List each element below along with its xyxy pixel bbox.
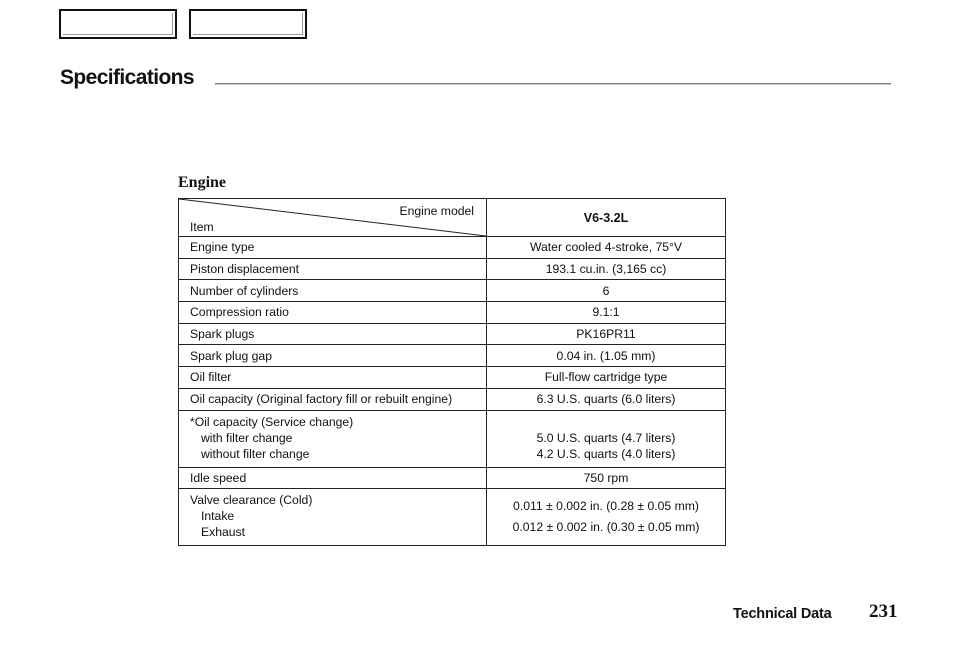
row-value: [487, 410, 726, 467]
table-row: [179, 258, 726, 280]
nav-button-2[interactable]: [189, 9, 307, 39]
table-row: [179, 302, 726, 324]
row-item: Number of cylinders: [179, 280, 487, 302]
model-value: V6-3.2L: [487, 199, 726, 237]
valve-item: Valve clearance (Cold): [190, 493, 313, 508]
row-item: Engine type: [179, 237, 487, 259]
nav-button-1[interactable]: [59, 9, 177, 39]
row-item: Oil filter: [179, 367, 487, 389]
row-value: 9.1:1: [487, 302, 726, 324]
row-value: 6: [487, 280, 726, 302]
table-row: [179, 345, 726, 367]
row-item: Idle speed: [179, 467, 487, 489]
table-row: [179, 467, 726, 489]
valve-value1: 0.011 ± 0.002 in. (0.28 ± 0.05 mm): [513, 499, 699, 514]
valve-value2: 0.012 ± 0.002 in. (0.30 ± 0.05 mm): [512, 520, 700, 535]
row-item: Compression ratio: [179, 302, 487, 324]
valve-sub2: Exhaust: [201, 525, 246, 540]
row-value: 193.1 cu.in. (3,165 cc): [487, 258, 726, 280]
row-item: Piston displacement: [179, 258, 487, 280]
row-item: Spark plugs: [179, 323, 487, 345]
row-value: [487, 489, 726, 546]
valve-sub1: Intake: [201, 509, 235, 524]
row-item: Spark plug gap: [179, 345, 487, 367]
table-header-row: [179, 199, 726, 237]
row-value: Full-flow cartridge type: [487, 367, 726, 389]
table-row: [179, 237, 726, 259]
row-item: [179, 410, 487, 467]
row-value: PK16PR11: [487, 323, 726, 345]
oil-service-sub1: with filter change: [201, 430, 293, 445]
oil-service-sub2: without filter change: [201, 446, 310, 461]
row-value: 6.3 U.S. quarts (6.0 liters): [487, 388, 726, 410]
row-value: 750 rpm: [487, 467, 726, 489]
table-row: [179, 388, 726, 410]
engine-spec-table: [178, 198, 726, 546]
row-value: Water cooled 4-stroke, 75°V: [487, 237, 726, 259]
footer-section-label: Technical Data: [733, 606, 832, 622]
section-heading: Engine: [178, 174, 227, 191]
oil-service-value2: 4.2 U.S. quarts (4.0 liters): [536, 446, 676, 461]
header-diagonal-cell: [179, 199, 487, 237]
table-row: [179, 280, 726, 302]
row-item: Oil capacity (Original factory fill or rebuilt engine): [179, 388, 487, 410]
title-rule: [215, 83, 891, 85]
table-row: [179, 367, 726, 389]
row-value: 0.04 in. (1.05 mm): [487, 345, 726, 367]
table-row-valve: [179, 489, 726, 546]
table-row: [179, 323, 726, 345]
page-number: 231: [869, 601, 898, 622]
page-title: Specifications: [60, 66, 194, 89]
engine-model-label: Engine model: [399, 204, 474, 218]
oil-service-item: *Oil capacity (Service change): [190, 414, 354, 429]
table-row-oil-service: [179, 410, 726, 467]
row-item: [179, 489, 487, 546]
item-label: Item: [190, 220, 214, 234]
oil-service-value1: 5.0 U.S. quarts (4.7 liters): [536, 430, 676, 445]
